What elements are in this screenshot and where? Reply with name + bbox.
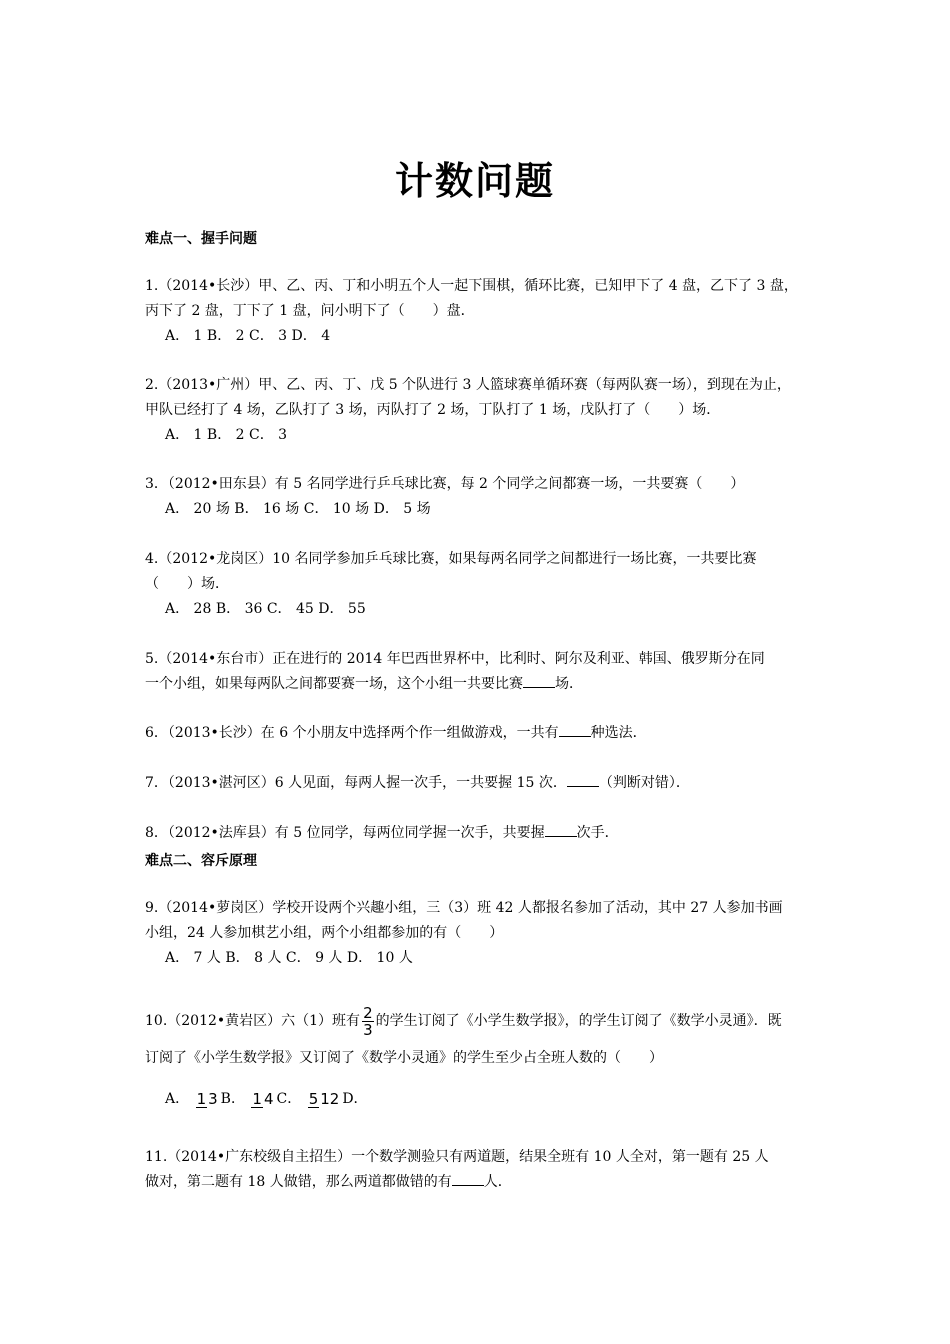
question-text-part: 10.（2012•黄岩区）六（1）班有 — [145, 1013, 361, 1029]
fraction-numerator: 2 — [363, 1003, 373, 1022]
option-label: C． — [276, 1091, 302, 1107]
answer-options: A． 28 B． 36 C． 45 D． 55 — [165, 601, 366, 617]
question-11 — [145, 1145, 810, 1195]
question-2 — [145, 373, 810, 448]
question-text: 5.（2014•东台市）正在进行的 2014 年巴西世界杯中，比利时、阿尔及利亚、韩国、俄罗斯分在同 — [145, 651, 765, 667]
question-3 — [145, 472, 810, 522]
fraction — [196, 1091, 219, 1108]
page-title: 计数问题 — [394, 159, 555, 203]
fraction-denominator: 12 — [320, 1089, 340, 1108]
question-8 — [145, 821, 810, 846]
answer-options: A． 1 B． 2 C． 3 D． 4 — [165, 328, 331, 344]
section-heading-handshake: 难点一、握手问题 — [145, 231, 257, 247]
answer-blank — [567, 772, 599, 787]
fraction-numerator: 1 — [252, 1089, 262, 1108]
answer-options: A． 1 B． 2 C． 3 — [165, 427, 288, 443]
question-text-part: 8．（2012•法库县）有 5 位同学，每两位同学握一次手，共要握 — [145, 825, 545, 841]
option-label: D． — [342, 1091, 368, 1107]
fraction-numerator: 1 — [196, 1089, 207, 1108]
question-text-part: 一个小组，如果每两队之间都要赛一场，这个小组一共要比赛 — [145, 676, 523, 692]
question-9 — [145, 896, 810, 971]
question-7 — [145, 771, 810, 796]
section-heading-inclusion-exclusion: 难点二、容斥原理 — [145, 853, 257, 869]
question-text: 1.（2014•长沙）甲、乙、丙、丁和小明五个人一起下围棋，循环比赛，已知甲下了 4 盘，乙下了 3 盘， — [145, 278, 798, 294]
question-text-part: 次手． — [576, 825, 619, 841]
question-text-part: 做对，第二题有 18 人做错，那么两道都做错的有 — [145, 1174, 452, 1190]
fraction — [251, 1091, 274, 1108]
question-text: 小组，24 人参加棋艺小组，两个小组都参加的有（ ） — [145, 925, 504, 941]
answer-blank — [559, 722, 591, 737]
answer-options — [145, 1079, 810, 1119]
question-text: 3．（2012•田东县）有 5 名同学进行乒乓球比赛，每 2 个同学之间都赛一场，一共要赛（ ） — [145, 476, 745, 492]
question-text — [145, 672, 810, 697]
question-text: 2.（2013•广州）甲、乙、丙、丁、戊 5 个队进行 3 人篮球赛单循环赛（每两队赛一场），到现在为止， — [145, 377, 791, 393]
fraction-denominator: 4 — [263, 1089, 274, 1108]
fraction-numerator: 5 — [308, 1089, 319, 1108]
option-label: A． — [165, 1091, 190, 1107]
answer-options: A． 20 场 B． 16 场 C． 10 场 D． 5 场 — [165, 501, 431, 517]
question-5 — [145, 647, 810, 697]
question-10 — [145, 1002, 810, 1119]
question-text: 11.（2014•广东校级自主招生）一个数学测验只有两道题，结果全班有 10 人全对，第一题有 25 人 — [145, 1149, 769, 1165]
question-4 — [145, 547, 810, 622]
question-text-part: 场． — [555, 676, 583, 692]
answer-blank — [523, 673, 555, 688]
answer-options: A． 7 人 B． 8 人 C． 9 人 D． 10 人 — [165, 950, 413, 966]
option-label: B． — [220, 1091, 245, 1107]
fraction — [362, 1005, 374, 1038]
question-text-part: （判断对错）． — [598, 775, 690, 791]
question-1 — [145, 274, 810, 349]
fraction-denominator: 3 — [363, 1020, 373, 1039]
question-text: （ ）场． — [145, 576, 229, 592]
question-text-part: 人． — [483, 1174, 512, 1190]
question-text: 丙下了 2 盘，丁下了 1 盘，问小明下了（ ）盘． — [145, 303, 475, 319]
question-text: 4.（2012•龙岗区）10 名同学参加乒乓球比赛，如果每两名同学之间都进行一场比赛，一共要比赛 — [145, 551, 757, 567]
question-text-part: 7．（2013•湛河区）6 人见面，每两人握一次手，一共要握 15 次． — [145, 775, 567, 791]
question-text: 甲队已经打了 4 场，乙队打了 3 场，丙队打了 2 场，丁队打了 1 场，戊队打了（ ）场． — [145, 402, 721, 418]
answer-blank — [545, 822, 577, 837]
question-text-part: 的学生订阅了《小学生数学报》，的学生订阅了《数学小灵通》．既 — [375, 1013, 782, 1029]
answer-blank — [452, 1171, 484, 1186]
fraction — [308, 1091, 341, 1108]
question-text: 订阅了《小学生数学报》又订阅了《数学小灵通》的学生至少占全班人数的（ ） — [145, 1050, 663, 1066]
question-6 — [145, 721, 810, 746]
question-text: 9.（2014•萝岗区）学校开设两个兴趣小组，三（3）班 42 人都报名参加了活动，其中 27 人参加书画 — [145, 900, 783, 916]
fraction-denominator: 3 — [208, 1089, 218, 1108]
question-text-part: 6．（2013•长沙）在 6 个小朋友中选择两个作一组做游戏，一共有 — [145, 725, 559, 741]
question-text-part: 种选法． — [590, 725, 647, 741]
